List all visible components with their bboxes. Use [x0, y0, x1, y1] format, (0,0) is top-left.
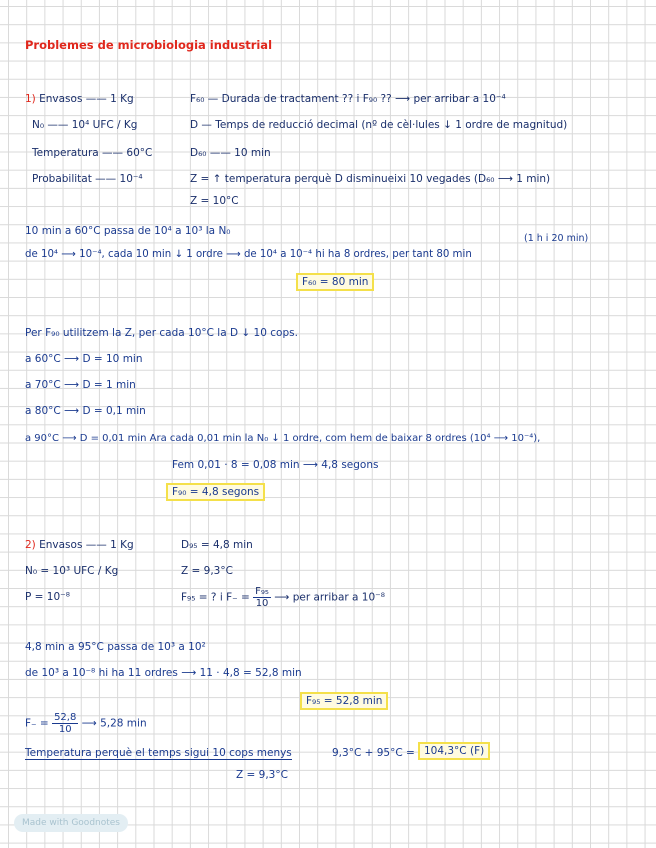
p1-given-envasos: 1) Envasos —— 1 Kg: [25, 93, 134, 105]
p1-given-temperature: Temperatura —— 60°C: [32, 147, 153, 159]
p2-z-value: Z = 9,3°C: [181, 565, 233, 577]
p1-reasoning-1: 10 min a 60°C passa de 10⁴ a 10³ la N₀: [25, 225, 231, 237]
p2-calc-temp: 9,3°C + 95°C =: [332, 747, 415, 759]
p2-d95: D₉₅ = 4,8 min: [181, 539, 253, 551]
p2-reasoning-3: Temperatura perquè el temps sigui 10 cops menys: [25, 747, 292, 759]
p1-step-70: a 70°C ⟶ D = 1 min: [25, 379, 136, 391]
p1-side-note: (1 h i 20 min): [524, 233, 589, 244]
p2-fraction: $\frac{52,8}{10}$: [54, 712, 77, 735]
p2-reasoning-1: 4,8 min a 95°C passa de 10³ a 10²: [25, 641, 206, 653]
p1-calc-f90: Fem 0,01 · 8 = 0,08 min ⟶ 4,8 segons: [172, 459, 379, 471]
p2-number: 2): [25, 539, 36, 551]
p1-d60: D₆₀ —— 10 min: [190, 147, 271, 159]
p2-fraction-calc: F₋ = $\frac{52,8}{10}$ ⟶ 5,28 min: [25, 712, 147, 735]
p1-unknown-f: F₆₀ — Durada de tractament ?? i F₉₀ ?? ⟶ per arribar a 10⁻⁴: [190, 93, 506, 105]
p1-step-60: a 60°C ⟶ D = 10 min: [25, 353, 143, 365]
p2-result-f95: F₉₅ = 52,8 min: [300, 692, 388, 710]
p1-def-z: Z = ↑ temperatura perquè D disminueixi 10 vegades (D₆₀ ⟶ 1 min): [190, 173, 551, 185]
p1-reasoning-3: Per F₉₀ utilitzem la Z, per cada 10°C la D ↓ 10 cops.: [25, 327, 298, 339]
p1-result-f60: F₆₀ = 80 min: [296, 273, 374, 291]
arrow-right-icon: ⟶: [81, 717, 97, 730]
arrow-right-icon: ⟶: [395, 93, 411, 105]
p2-reasoning-2: de 10³ a 10⁻⁸ hi ha 11 ordres ⟶ 11 · 4,8 = 52,8 min: [25, 667, 302, 679]
arrow-right-icon: ⟶: [274, 591, 290, 604]
p1-z-value: Z = 10°C: [190, 195, 239, 207]
p2-given-envasos: 2) Envasos —— 1 Kg: [25, 539, 134, 551]
p2-result-temp: 104,3°C (F): [418, 742, 490, 760]
p1-reasoning-2: de 10⁴ ⟶ 10⁻⁴, cada 10 min ↓ 1 ordre ⟶ de 10⁴ a 10⁻⁴ hi ha 8 ordres, per tant 80 min: [25, 249, 472, 260]
p1-result-f90: F₉₀ = 4,8 segons: [166, 483, 265, 501]
page-title: Problemes de microbiologia industrial: [25, 38, 273, 52]
p2-given-n0: N₀ = 10³ UFC / Kg: [25, 565, 119, 577]
p1-given-probability: Probabilitat —— 10⁻⁴: [32, 173, 143, 185]
p1-number: 1): [25, 93, 36, 105]
p2-fraction-f95-over-10: $\frac{\text{F₉₅}}{10}$: [255, 586, 269, 609]
p1-step-90: a 90°C ⟶ D = 0,01 min Ara cada 0,01 min la N₀ ↓ 1 ordre, com hem de baixar 8 ordres (10⁴ ⟶ 10⁻⁴),: [25, 433, 541, 444]
p1-given-n0: N₀ —— 10⁴ UFC / Kg: [32, 119, 138, 131]
p1-def-d: D — Temps de reducció decimal (nº de cèl·lules ↓ 1 ordre de magnitud): [190, 119, 568, 131]
p2-z-underlined: Z = 9,3°C: [236, 769, 288, 781]
p2-given-probability: P = 10⁻⁸: [25, 591, 70, 603]
p1-step-80: a 80°C ⟶ D = 0,1 min: [25, 405, 146, 417]
goodnotes-badge: Made with Goodnotes: [14, 814, 128, 832]
p2-unknown-f: F₉₅ = ? i F₋ = $\frac{\text{F₉₅}}{10}$ ⟶ per arribar a 10⁻⁸: [181, 586, 385, 609]
